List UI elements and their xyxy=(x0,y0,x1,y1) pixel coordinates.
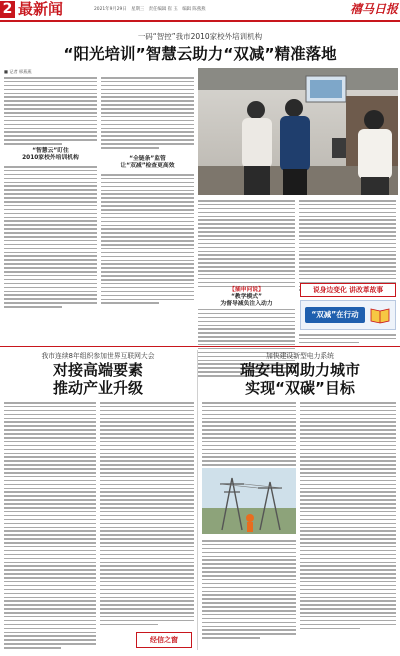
issue-meta: 2021年9月29日 星期三 责任编辑 崔 玉 编辑 陈燕燕 xyxy=(94,7,206,12)
book-icon xyxy=(369,306,391,324)
lead-col4-text-bottom xyxy=(299,334,396,343)
double-reduction-banner xyxy=(300,300,396,330)
lead-byline: ■ 记者 邢燕燕 xyxy=(4,69,32,74)
story-right-photo xyxy=(202,468,296,534)
subhead-1-line-2: 2010家校外培训机构 xyxy=(22,155,79,162)
lead-intro-text xyxy=(4,77,97,145)
lead-col1-text xyxy=(4,166,97,308)
story-right-headline xyxy=(200,361,400,397)
lead-photo-image xyxy=(198,68,398,195)
lead-col2-text xyxy=(101,174,194,304)
story-left-col2 xyxy=(100,402,194,625)
lead-col2-text-top xyxy=(101,77,194,149)
story-right-col1-bottom xyxy=(202,540,296,639)
header-rule xyxy=(0,20,400,22)
subhead-3-line-2: “教学模式” xyxy=(231,294,262,301)
newspaper-logo: 禧马日报 xyxy=(349,2,398,16)
reform-box xyxy=(300,283,396,297)
reform-box-text: 说身边变化 讲改革故事 xyxy=(312,286,384,294)
story-left-tag xyxy=(136,632,192,648)
subhead-2-line-2: 让“双减”检查更高效 xyxy=(120,163,175,170)
section-title: 最新闻 xyxy=(18,0,64,18)
subhead-3-line-1: 【插申问说】 xyxy=(229,287,264,293)
subhead-1-line-1: “智慧云”盯住 xyxy=(32,148,69,154)
lead-photo xyxy=(198,68,398,195)
story-left-kicker: 我市连续8年组织参加世界互联网大会 xyxy=(41,352,155,360)
lead-subhead-1 xyxy=(4,148,97,162)
section-divider xyxy=(0,346,400,347)
lead-subhead-2 xyxy=(101,156,194,170)
story-right-col2 xyxy=(300,402,396,629)
story-left-tag-text: 经信之窗 xyxy=(150,636,178,644)
lead-kicker: 一码“智控”我市2010家校外培训机构 xyxy=(137,32,263,41)
story-left-headline xyxy=(0,361,196,397)
subhead-2-line-1: “全链条”监管 xyxy=(129,156,166,162)
story-right-headline-1: 瑞安电网助力城市 xyxy=(239,361,360,379)
lead-subhead-3 xyxy=(198,287,295,309)
lead-byline-text: 记者 邢燕燕 xyxy=(9,69,32,74)
subhead-3-line-3: 为督导减负注入动力 xyxy=(220,301,273,308)
lead-headline: “阳光培训”智慧云助力“双减”精准落地 xyxy=(63,45,337,63)
story-left-headline-1: 对接高端要素 xyxy=(52,361,143,379)
double-reduction-text: “双减”在行动 xyxy=(311,310,359,319)
story-right-kicker: 加快建设新型电力系统 xyxy=(266,352,334,360)
power-grid-image xyxy=(202,468,296,534)
page-number: 2 xyxy=(0,1,15,18)
story-left-headline-2: 推动产业升级 xyxy=(52,379,143,397)
story-right-headline-2: 实现“双碳”目标 xyxy=(245,379,355,397)
lead-col4-text xyxy=(299,200,396,291)
story-left-col1 xyxy=(4,402,96,649)
column-divider xyxy=(197,350,198,650)
